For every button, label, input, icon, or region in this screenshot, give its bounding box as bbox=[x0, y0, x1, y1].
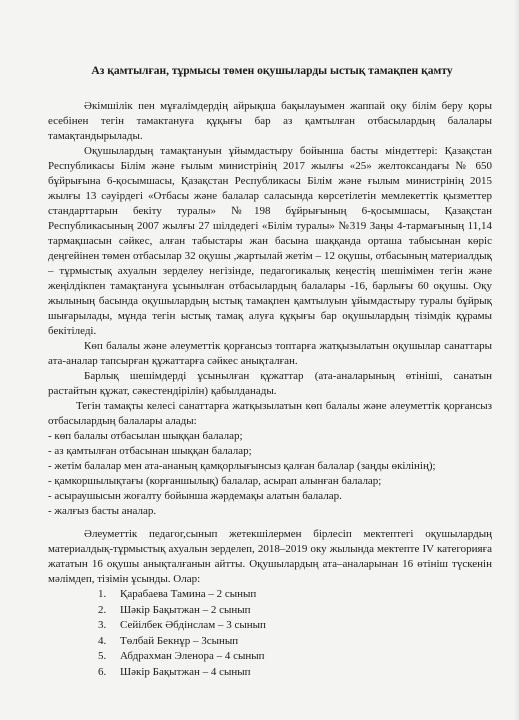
category-item: - асыраушысын жоғалту бойынша жәрдемақы алатын балалар. bbox=[48, 490, 342, 502]
student-list bbox=[48, 587, 492, 680]
student-item bbox=[98, 603, 492, 619]
paragraph-summary: Әлеуметтік педагог,сынып жетекшілермен бірлесіп мектептегі оқушылардың материалдық-тұрмыстық ахуалын зерделеп, 2018–2019 оку жылында мектепте IV категорияға жататын 16 оқушы анықталғанын айтты. Оқушылардың ата–аналарынан 16 өтініш түскенін мәлімдеп, тізімін ұсынды. Олар: bbox=[48, 528, 492, 585]
student-name: Шәкір Бақытжан – 4 сынып bbox=[120, 665, 251, 678]
paragraph-tasks: Оқушылардың тамақтануын ұйымдастыру бойынша басты міндеттері: Қазақстан Республикасы Білім және ғылым министрінің 2017 жылғы «25» желтоксандағы № 650 бұйрығына 6-қосымшасы, Қазақстан Республикасы Білім және ғылым министрінің 2015 жылғы 13 сәуірдегі «Отбасы және балалар саласында көрсетілетін мемлекеттік қызметтер стандарттарын бекіту туралы» №198 бұйрығының 6-қосымшасы, Қазақстан Республикасының 2007 жылғы 27 шілдедегі «Білім туралы» №319 Заңы 4-тармағының 11,14 тармақшасын сәйкес, алған табыстары жан басына шаққанда орташа табысынан көріс деңгейінен төмен отбасылар 32 оқушы ,жартылай жетім – 12 оқушы, отбасының материалдық – тұрмыстық ахуалын зерделеу негізінде, педагогикалық кеңестің шешімімен тегін және жеңілдікпен тамақтануға ұсынылған отбасылардың балалары -16, барлығы 60 оқушы. Оқу жылының басында оқушылардың ыстық тамақпен қамтылуын ұйымдастыру туралы бұйрық шығарылады, мұнда тегін ыстық тамақ алуға құқығы бар оқушылардың тізімдік құрамы бекітіледі. bbox=[48, 145, 492, 337]
category-list bbox=[48, 429, 492, 519]
paragraph-documents: Барлық шешімдерді ұсынылған құжаттар (ата-аналарының өтініші, санатын растайтын құжат, сәкестендірілін) қабылданады. bbox=[48, 370, 492, 397]
student-name: Төлбай Бекнұр – 3сынып bbox=[120, 634, 239, 647]
scan-edge-shadow bbox=[513, 0, 519, 720]
paragraph-categories-source: Көп балалы және әлеуметтік қорғансыз топтарға жатқызылатын оқушылар санаттары ата-аналар тапсырған құжаттарға сәйкес анықталған. bbox=[48, 340, 492, 367]
student-name: Абдрахман Эленора – 4 сынып bbox=[120, 650, 265, 662]
student-name: Сейілбек Әбдінслам – 3 сынып bbox=[120, 619, 266, 631]
student-item bbox=[98, 618, 492, 634]
student-number: 6. bbox=[98, 665, 107, 678]
category-item: - жалғыз басты аналар. bbox=[48, 505, 157, 517]
student-item bbox=[98, 634, 492, 650]
paragraph-eligible-intro: Тегін тамақты келесі санаттарға жатқызылатын көп балалы және әлеуметтік қорғансыз отбасылардың балалары алады: bbox=[48, 400, 492, 427]
category-item: - аз қамтылған отбасынан шыққан балалар; bbox=[48, 445, 252, 457]
student-number: 3. bbox=[98, 619, 107, 631]
document-title: Аз қамтылған, тұрмысы төмен оқушыларды ыстық тамақпен қамту bbox=[91, 65, 453, 77]
category-item: - жетім балалар мен ата-ананың қамқорлығынсыз қалған балалар (заңды өкілінің); bbox=[48, 460, 436, 472]
student-item bbox=[98, 649, 492, 665]
student-number: 5. bbox=[98, 650, 107, 662]
student-item bbox=[98, 665, 492, 681]
paragraph-intro: Әкімшілік пен мұғалімдердің айрықша бақылауымен жаппай оқу білім беру қоры есебінен тегін тамактануға құқығы бар аз қамтылған отбасылардың балалары тамақтандырылады. bbox=[48, 100, 492, 142]
document-body bbox=[48, 64, 492, 680]
student-name: Қарабаева Тамина – 2 сынып bbox=[120, 588, 257, 600]
student-number: 1. bbox=[98, 588, 107, 600]
student-number: 2. bbox=[98, 603, 107, 616]
student-name: Шәкір Бақытжан – 2 сынып bbox=[120, 603, 251, 616]
category-item: - қамкоршылықтағы (корғаншылық) балалар, асырап алынған балалар; bbox=[48, 475, 382, 487]
category-item: - көп балалы отбасылан шыққан балалар; bbox=[48, 430, 243, 442]
student-item bbox=[98, 587, 492, 603]
student-number: 4. bbox=[98, 634, 107, 647]
